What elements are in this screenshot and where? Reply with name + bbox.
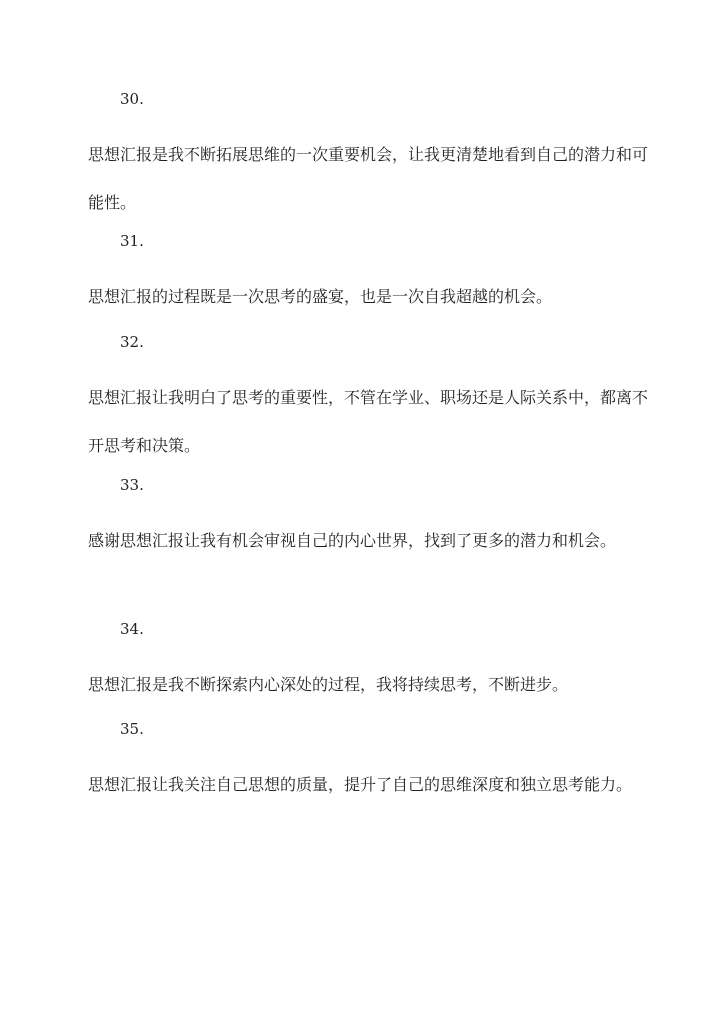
entry-34: [88, 617, 648, 709]
entry-31: [88, 229, 648, 321]
entry-32: [88, 330, 648, 470]
entry-text: 思想汇报让我关注自己思想的质量，提升了自己的思维深度和独立思考能力。: [88, 775, 633, 794]
entry-number: 33.: [120, 476, 144, 494]
entry-text: 思想汇报让我明白了思考的重要性，不管在学业、职场还是人际关系中，都离不开思考和决策。: [88, 388, 649, 455]
entry-number: 30.: [120, 90, 144, 108]
entry-number: 34.: [120, 620, 144, 638]
entry-33: [88, 473, 648, 565]
entry-text: 感谢思想汇报让我有机会审视自己的内心世界，找到了更多的潜力和机会。: [88, 531, 617, 550]
entry-number: 35.: [120, 720, 144, 738]
entry-text: 思想汇报是我不断拓展思维的一次重要机会，让我更清楚地看到自己的潜力和可能性。: [88, 145, 649, 212]
entry-number: 32.: [120, 333, 144, 351]
entry-30: [88, 87, 648, 227]
entry-number: 31.: [120, 232, 144, 250]
entry-35: [88, 717, 648, 809]
entry-text: 思想汇报是我不断探索内心深处的过程，我将持续思考，不断进步。: [88, 675, 569, 694]
entry-text: 思想汇报的过程既是一次思考的盛宴，也是一次自我超越的机会。: [88, 287, 553, 306]
